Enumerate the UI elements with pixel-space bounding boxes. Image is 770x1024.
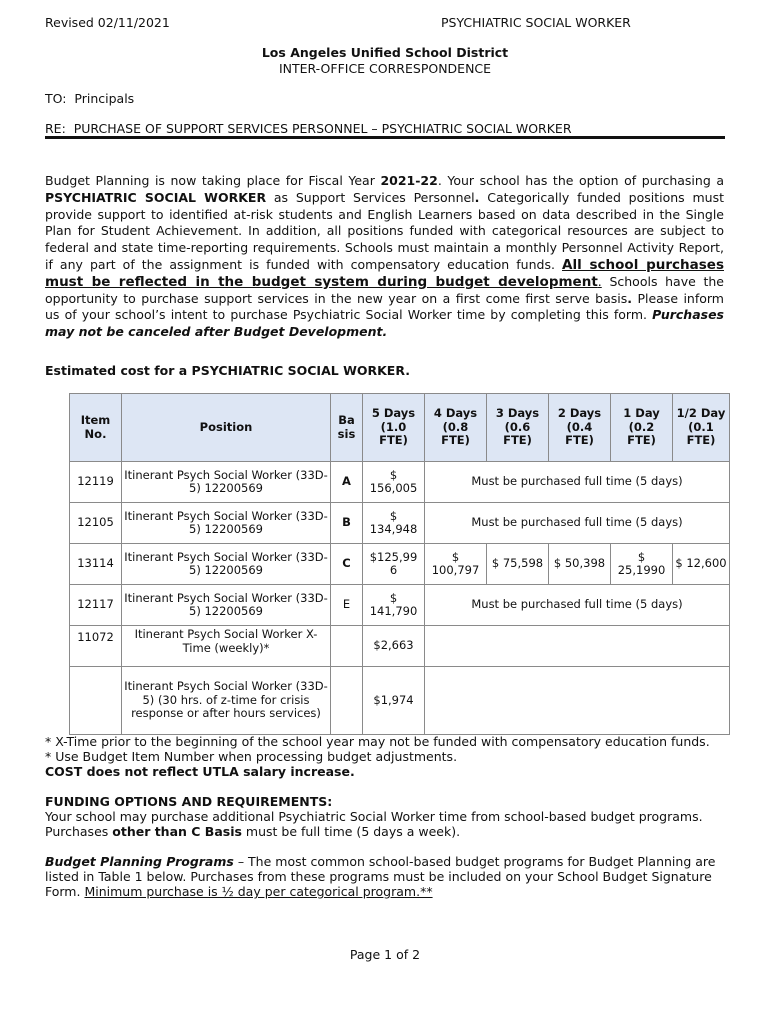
cost-5-days-cell: $2,663 — [363, 626, 425, 667]
table-row — [70, 667, 730, 735]
header-5-days: 5 Days (1.0 FTE) — [363, 394, 425, 462]
funding-line-2: Purchases other than C Basis must be full time (5 days a week). — [45, 824, 461, 839]
header-position: Position — [122, 394, 331, 462]
full-time-note-cell: Must be purchased full time (5 days) — [425, 462, 730, 503]
cost-4-days-cell: $ 100,797 — [425, 544, 487, 585]
header-4-days: 4 Days (0.8 FTE) — [425, 394, 487, 462]
table-row — [70, 462, 730, 503]
table-header-row — [70, 394, 730, 462]
table-row — [70, 626, 730, 667]
header-position-title: PSYCHIATRIC SOCIAL WORKER — [441, 15, 631, 30]
header-divider — [45, 136, 725, 139]
cost-2-days-cell: $ 50,398 — [549, 544, 611, 585]
cost-heading: Estimated cost for a PSYCHIATRIC SOCIAL WORKER. — [45, 363, 410, 378]
cost-5-days-cell: $ 156,005 — [363, 462, 425, 503]
item-no-cell: 11072 — [70, 626, 122, 667]
cost-5-days-cell: $ 141,790 — [363, 585, 425, 626]
correspondence-type: INTER-OFFICE CORRESPONDENCE — [278, 61, 492, 76]
item-no-cell — [70, 667, 122, 735]
header-basis: Ba sis — [331, 394, 363, 462]
page-number: Page 1 of 2 — [349, 947, 421, 962]
to-label: TO: — [45, 91, 67, 106]
header-item-no: Item No. — [70, 394, 122, 462]
budget-programs-line-2: listed in Table 1 below. Purchases from these programs must be included on your School Budget Signature — [45, 869, 712, 884]
position-cell: Itinerant Psych Social Worker (33D-5) (30 hrs. of z-time for crisis response or after hours services) — [122, 667, 331, 735]
cost-half-day-cell: $ 12,600 — [673, 544, 730, 585]
cost-5-days-cell: $ 134,948 — [363, 503, 425, 544]
item-no-cell: 12119 — [70, 462, 122, 503]
item-number-footnote: * Use Budget Item Number when processing budget adjustments. — [45, 749, 458, 764]
header-3-days: 3 Days (0.6 FTE) — [487, 394, 549, 462]
basis-cell — [331, 626, 363, 667]
table-row — [70, 585, 730, 626]
item-no-cell: 12105 — [70, 503, 122, 544]
cost-1-day-cell: $ 25,1990 — [611, 544, 673, 585]
header-half-day: 1/2 Day (0.1 FTE) — [673, 394, 730, 462]
funding-heading: FUNDING OPTIONS AND REQUIREMENTS: — [45, 794, 333, 809]
table-row — [70, 544, 730, 585]
item-no-cell: 13114 — [70, 544, 122, 585]
basis-cell: C — [331, 544, 363, 585]
full-time-note-cell: Must be purchased full time (5 days) — [425, 503, 730, 544]
table-row — [70, 503, 730, 544]
position-cell: Itinerant Psych Social Worker (33D-5) 12200569 — [122, 503, 331, 544]
full-time-note-cell: Must be purchased full time (5 days) — [425, 585, 730, 626]
cost-5-days-cell: $1,974 — [363, 667, 425, 735]
xtime-footnote: * X-Time prior to the beginning of the school year may not be funded with compensatory education funds. — [45, 734, 710, 749]
cost-5-days-cell: $125,99 6 — [363, 544, 425, 585]
empty-cell — [425, 667, 730, 735]
cost-3-days-cell: $ 75,598 — [487, 544, 549, 585]
memo-re — [45, 121, 572, 136]
empty-cell — [425, 626, 730, 667]
budget-programs-line-3: Form. Minimum purchase is ½ day per categorical program.** — [45, 884, 433, 899]
basis-cell: E — [331, 585, 363, 626]
re-label: RE: — [45, 121, 66, 136]
header-2-days: 2 Days (0.4 FTE) — [549, 394, 611, 462]
memo-to — [45, 91, 134, 106]
revised-date: Revised 02/11/2021 — [45, 15, 170, 30]
basis-cell: A — [331, 462, 363, 503]
cost-table — [69, 393, 730, 735]
position-cell: Itinerant Psych Social Worker (33D-5) 12200569 — [122, 585, 331, 626]
funding-line-1: Your school may purchase additional Psychiatric Social Worker time from school-based budget programs. — [45, 809, 703, 824]
header-1-day: 1 Day (0.2 FTE) — [611, 394, 673, 462]
intro-paragraph: Budget Planning is now taking place for Fiscal Year 2021-22. Your school has the option of purchasing a PSYCHIATRIC SOCIAL WORKER as Support Services Personnel. Categorically funded positions must provide support to identified at-risk students and English Learners based on data described in the Single Plan for Student Achievement. In addition, all positions funded with categorical resources are subject to federal and state time-reporting requirements. Schools must maintain a monthly Personnel Activity Report, if any part of the assignment is funded with compensatory education funds. All school purchases must be reflected in the budget system during budget development. Schools have the opportunity to purchase support services in the new year on a first come first serve basis. Please inform us of your school’s intent to purchase Psychiatric Social Worker time by completing this form. Purchases may not be canceled after Budget Development. — [45, 173, 725, 340]
to-value: Principals — [74, 91, 135, 106]
position-cell: Itinerant Psych Social Worker X-Time (weekly)* — [122, 626, 331, 667]
position-cell: Itinerant Psych Social Worker (33D-5) 12200569 — [122, 462, 331, 503]
cost-disclaimer: COST does not reflect UTLA salary increase. — [45, 764, 355, 779]
basis-cell: B — [331, 503, 363, 544]
re-value: PURCHASE OF SUPPORT SERVICES PERSONNEL – PSYCHIATRIC SOCIAL WORKER — [73, 121, 572, 136]
district-name: Los Angeles Unified School District — [261, 45, 509, 60]
position-cell: Itinerant Psych Social Worker (33D-5) 12200569 — [122, 544, 331, 585]
budget-programs-line-1: Budget Planning Programs – The most common school-based budget programs for Budget Planning are — [45, 854, 716, 869]
basis-cell — [331, 667, 363, 735]
item-no-cell: 12117 — [70, 585, 122, 626]
